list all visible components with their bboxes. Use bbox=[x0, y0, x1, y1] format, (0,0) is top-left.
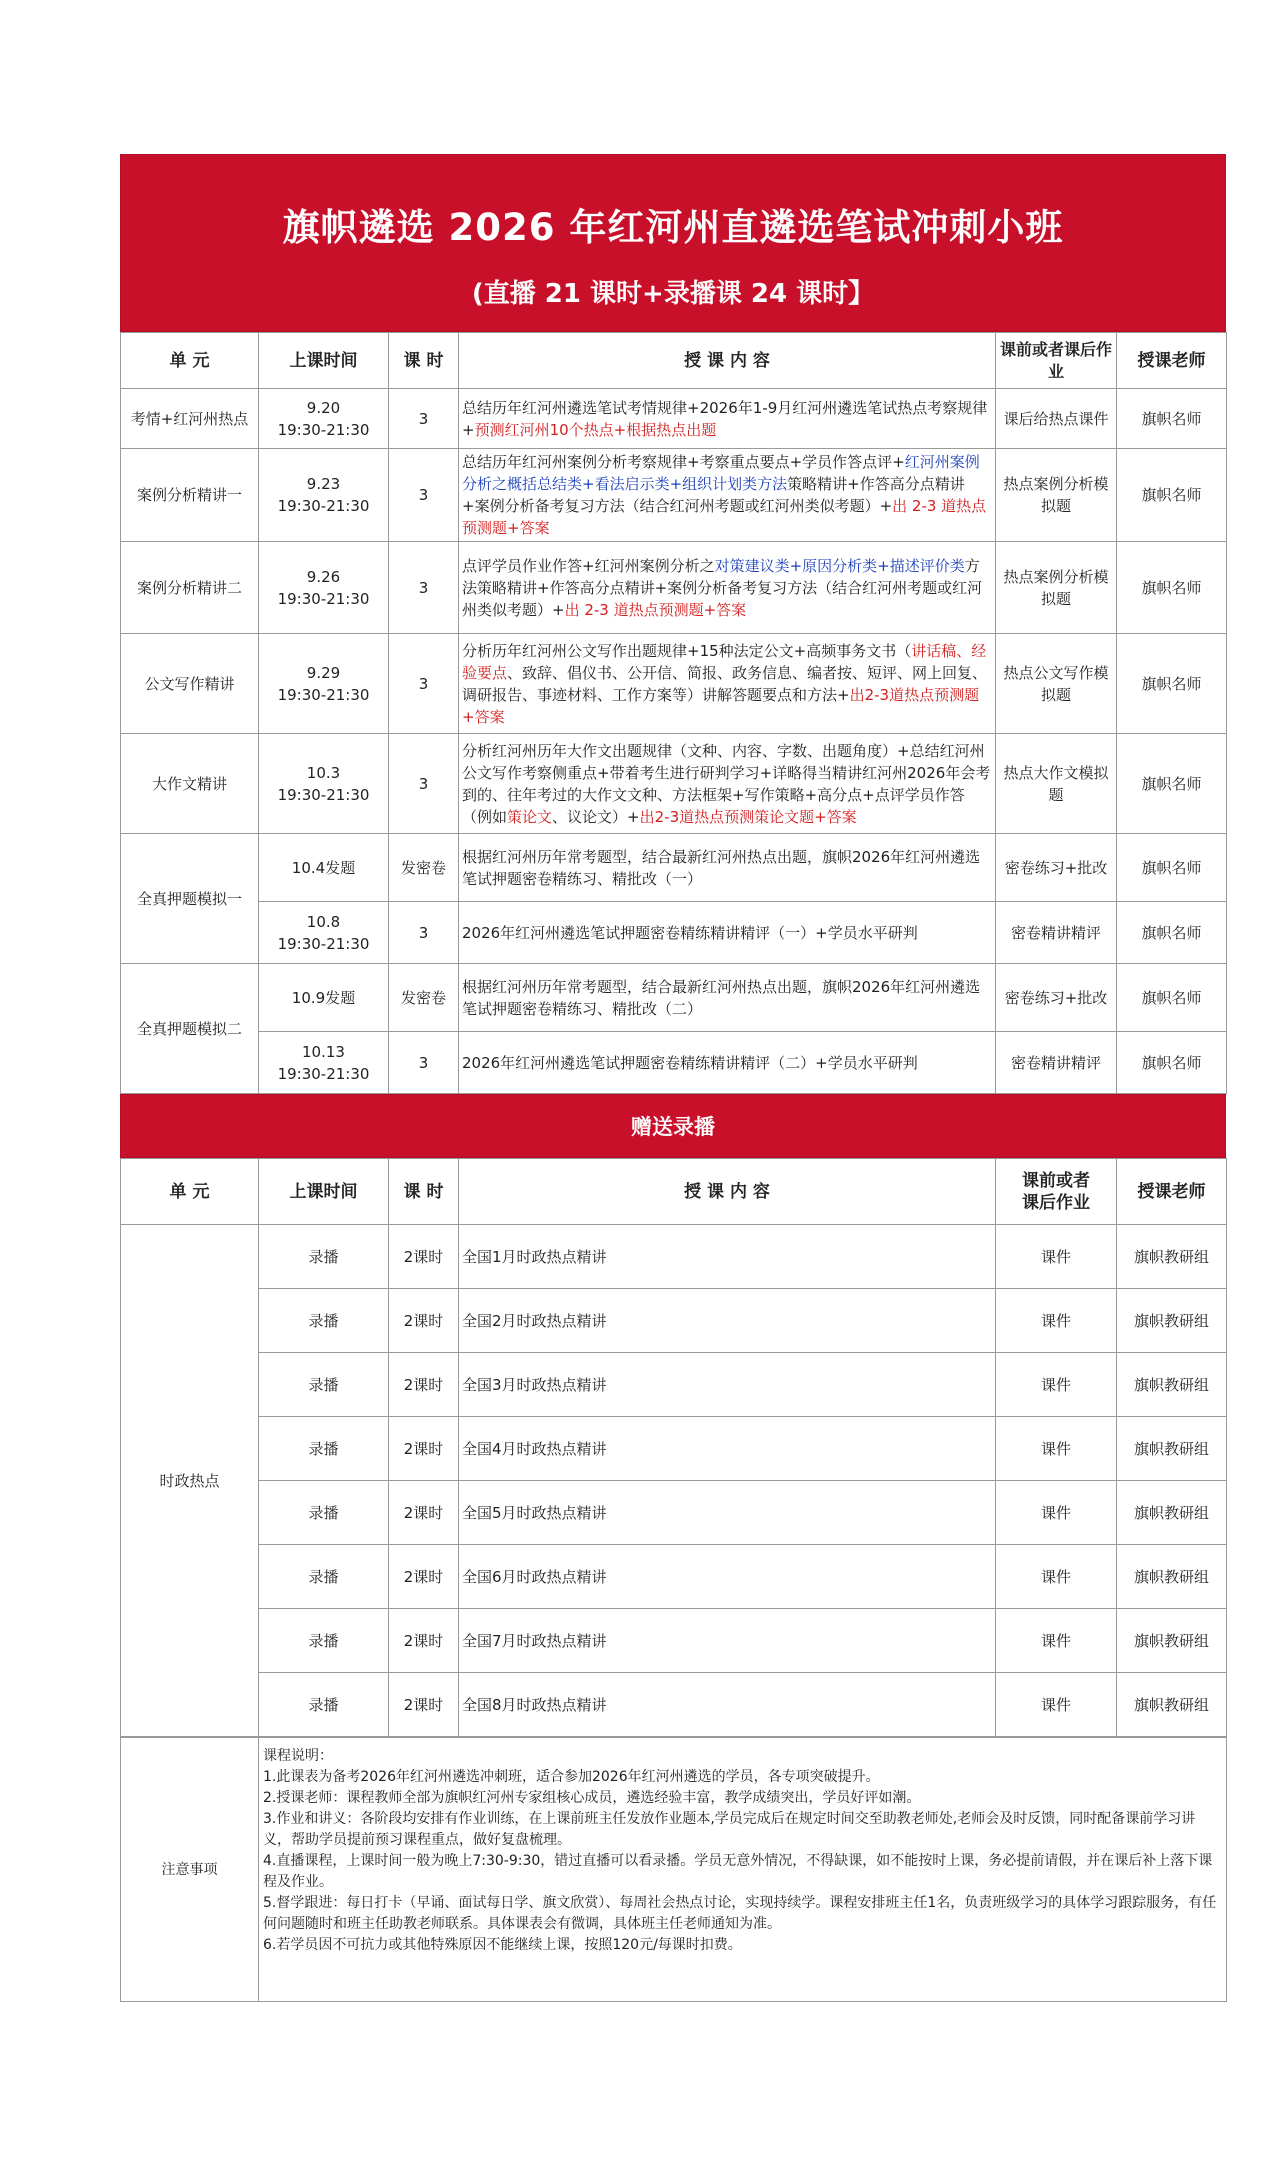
content-segment: 、议论文）+ bbox=[552, 807, 640, 826]
hours-cell: 2课时 bbox=[389, 1225, 459, 1289]
hours-cell: 2课时 bbox=[389, 1545, 459, 1609]
title-banner bbox=[120, 154, 1226, 332]
table-row bbox=[121, 1289, 1227, 1353]
live-course-table bbox=[120, 332, 1227, 1094]
homework-cell: 课件 bbox=[996, 1481, 1117, 1545]
hours-cell: 2课时 bbox=[389, 1417, 459, 1481]
table-row bbox=[121, 1545, 1227, 1609]
class-date: 9.26 bbox=[306, 567, 341, 586]
class-date: 10.3 bbox=[306, 763, 341, 782]
table-row bbox=[121, 1417, 1227, 1481]
content-segment: 对策建议类+原因分析类+描述评价类 bbox=[714, 556, 965, 575]
content-segment: 出2-3道热点预测策论文题+答案 bbox=[639, 807, 857, 826]
class-hours-range: 19:30-21:30 bbox=[277, 497, 370, 515]
notes-label: 注意事项 bbox=[121, 1738, 259, 2002]
table-row bbox=[121, 902, 1227, 964]
teacher-cell: 旗帜教研组 bbox=[1117, 1609, 1227, 1673]
homework-cell: 热点大作文模拟题 bbox=[996, 734, 1117, 834]
content-cell: 全国3月时政热点精讲 bbox=[459, 1353, 996, 1417]
hours-cell: 3 bbox=[389, 1032, 459, 1094]
header-homework-line1: 课前或者 bbox=[1022, 1170, 1090, 1191]
header-homework-line2: 课后作业 bbox=[1022, 1192, 1090, 1213]
homework-cell: 密卷精讲精评 bbox=[996, 1032, 1117, 1094]
class-time-cell bbox=[259, 834, 389, 902]
content-segment: 策论文 bbox=[507, 807, 553, 826]
note-line: 4.直播课程，上课时间一般为晚上7:30-9:30，错过直播可以看录播。学员无意外情况，不得缺课，如不能按时上课，务必提前请假，并在课后补上落下课程及作业。 bbox=[263, 1853, 1213, 1890]
homework-cell: 密卷精讲精评 bbox=[996, 902, 1117, 964]
notes-content bbox=[259, 1738, 1227, 2002]
teacher-cell: 旗帜名师 bbox=[1117, 1032, 1227, 1094]
header-homework bbox=[996, 1159, 1117, 1225]
table-row bbox=[121, 389, 1227, 449]
hours-cell: 2课时 bbox=[389, 1353, 459, 1417]
unit-cell: 全真押题模拟一 bbox=[121, 834, 259, 964]
table-row bbox=[121, 1225, 1227, 1289]
class-time-cell: 录播 bbox=[259, 1225, 389, 1289]
content-cell bbox=[459, 389, 996, 449]
homework-cell: 课件 bbox=[996, 1225, 1117, 1289]
header-content: 授 课 内 容 bbox=[459, 1159, 996, 1225]
homework-cell: 密卷练习+批改 bbox=[996, 964, 1117, 1032]
header-time: 上课时间 bbox=[259, 333, 389, 389]
hours-cell: 3 bbox=[389, 734, 459, 834]
content-segment: 点评学员作业作答+红河州案例分析之 bbox=[462, 556, 715, 575]
teacher-cell: 旗帜名师 bbox=[1117, 542, 1227, 634]
unit-cell: 全真押题模拟二 bbox=[121, 964, 259, 1094]
table-row bbox=[121, 734, 1227, 834]
note-line: 课程说明： bbox=[263, 1748, 333, 1764]
class-hours-range: 19:30-21:30 bbox=[277, 420, 370, 439]
content-segment: 、致辞、倡仪书、公开信、简报、政务信息、编者按、短评、网上回复、调研报告、事迹材料、工作方案等）讲解答题要点和方法+ bbox=[462, 663, 988, 704]
course-schedule-sheet bbox=[120, 154, 1226, 2002]
class-date: 10.8 bbox=[306, 912, 341, 931]
content-segment: 策略精讲+作答高分点精讲+案例分析备考复习方法（结合红河州考题或红河州类似考题）+ bbox=[462, 475, 965, 515]
content-cell bbox=[459, 734, 996, 834]
class-time-cell: 录播 bbox=[259, 1417, 389, 1481]
content-cell: 全国2月时政热点精讲 bbox=[459, 1289, 996, 1353]
hours-cell: 3 bbox=[389, 449, 459, 542]
class-hours-range: 19:30-21:30 bbox=[277, 685, 370, 704]
hours-cell: 2课时 bbox=[389, 1289, 459, 1353]
note-line: 6.若学员因不可抗力或其他特殊原因不能继续上课，按照120元/每课时扣费。 bbox=[263, 1937, 742, 1953]
teacher-cell: 旗帜名师 bbox=[1117, 902, 1227, 964]
teacher-cell: 旗帜教研组 bbox=[1117, 1225, 1227, 1289]
teacher-cell: 旗帜名师 bbox=[1117, 389, 1227, 449]
class-time-cell: 录播 bbox=[259, 1481, 389, 1545]
content-segment: 出2-3道热点预测题+答案 bbox=[462, 685, 980, 726]
class-date: 9.23 bbox=[306, 475, 341, 493]
content-segment: 分析红河州历年大作文出题规律（文种、内容、字数、出题角度）+总结红河州公文写作考察侧重点+带着考生进行研判学习+详略得当精讲红河州2026年会考到的、往年考过的大作文文种、方法框架+写作策略+高分点+点评学员作答（例如 bbox=[462, 741, 991, 826]
homework-cell: 热点案例分析模拟题 bbox=[996, 542, 1117, 634]
homework-cell: 热点案例分析模拟题 bbox=[996, 449, 1117, 542]
content-segment: 分析历年红河州公文写作出题规律+15种法定公文+高频事务文书（ bbox=[462, 641, 912, 660]
content-cell: 全国7月时政热点精讲 bbox=[459, 1609, 996, 1673]
class-time-cell bbox=[259, 1032, 389, 1094]
recorded-rows bbox=[121, 1225, 1227, 1737]
note-line: 1.此课表为备考2026年红河州遴选冲刺班，适合参加2026年红河州遴选的学员，各专项突破提升。 bbox=[263, 1769, 880, 1785]
class-time-cell bbox=[259, 542, 389, 634]
content-cell: 根据红河州历年常考题型，结合最新红河州热点出题，旗帜2026年红河州遴选笔试押题密卷精练习、精批改（一） bbox=[459, 834, 996, 902]
unit-cell: 时政热点 bbox=[121, 1225, 259, 1737]
content-segment: 红河州案例分析之概括总结类+看法启示类+组织计划类方法 bbox=[462, 453, 980, 493]
table-row bbox=[121, 449, 1227, 542]
teacher-cell: 旗帜教研组 bbox=[1117, 1481, 1227, 1545]
content-segment: 出 2-3 道热点预测题+答案 bbox=[564, 600, 747, 619]
content-segment: 总结历年红河州遴选笔试考情规律+2026年1-9月红河州遴选笔试热点考察规律+ bbox=[462, 398, 988, 439]
note-line: 2.授课老师：课程教师全部为旗帜红河州专家组核心成员，遴选经验丰富，教学成绩突出，学员好评如潮。 bbox=[263, 1790, 921, 1806]
table-row bbox=[121, 1673, 1227, 1737]
live-rows bbox=[121, 389, 1227, 834]
table-header-row-2 bbox=[121, 1159, 1227, 1225]
class-hours-range: 19:30-21:30 bbox=[277, 785, 370, 804]
hours-cell: 发密卷 bbox=[389, 964, 459, 1032]
table-row bbox=[121, 964, 1227, 1032]
homework-cell: 课件 bbox=[996, 1609, 1117, 1673]
recorded-course-table bbox=[120, 1158, 1227, 1737]
content-cell: 2026年红河州遴选笔试押题密卷精练精讲精评（一）+学员水平研判 bbox=[459, 902, 996, 964]
homework-cell: 课件 bbox=[996, 1545, 1117, 1609]
teacher-cell: 旗帜名师 bbox=[1117, 834, 1227, 902]
class-time-cell bbox=[259, 902, 389, 964]
homework-cell: 密卷练习+批改 bbox=[996, 834, 1117, 902]
class-time-cell bbox=[259, 634, 389, 734]
teacher-cell: 旗帜教研组 bbox=[1117, 1353, 1227, 1417]
notes-table bbox=[120, 1737, 1227, 2002]
teacher-cell: 旗帜教研组 bbox=[1117, 1289, 1227, 1353]
class-time-cell bbox=[259, 449, 389, 542]
table-row bbox=[121, 1481, 1227, 1545]
unit-cell: 考情+红河州热点 bbox=[121, 389, 259, 449]
class-date: 10.9发题 bbox=[291, 988, 356, 1007]
teacher-cell: 旗帜名师 bbox=[1117, 734, 1227, 834]
teacher-cell: 旗帜教研组 bbox=[1117, 1673, 1227, 1737]
content-cell: 全国5月时政热点精讲 bbox=[459, 1481, 996, 1545]
unit-cell: 案例分析精讲一 bbox=[121, 449, 259, 542]
homework-cell: 热点公文写作模拟题 bbox=[996, 634, 1117, 734]
class-time-cell: 录播 bbox=[259, 1545, 389, 1609]
header-hours: 课 时 bbox=[389, 333, 459, 389]
teacher-cell: 旗帜教研组 bbox=[1117, 1417, 1227, 1481]
hours-cell: 2课时 bbox=[389, 1609, 459, 1673]
table-row bbox=[121, 1353, 1227, 1417]
homework-cell: 课件 bbox=[996, 1673, 1117, 1737]
schedule-subtitle: (直播 21 课时+录播课 24 课时】 bbox=[471, 279, 875, 309]
homework-cell: 课件 bbox=[996, 1289, 1117, 1353]
content-cell: 全国6月时政热点精讲 bbox=[459, 1545, 996, 1609]
hours-cell: 3 bbox=[389, 389, 459, 449]
class-time-cell: 录播 bbox=[259, 1289, 389, 1353]
teacher-cell: 旗帜名师 bbox=[1117, 964, 1227, 1032]
table-row bbox=[121, 834, 1227, 902]
unit-cell: 公文写作精讲 bbox=[121, 634, 259, 734]
content-cell: 全国1月时政热点精讲 bbox=[459, 1225, 996, 1289]
class-hours-range: 19:30-21:30 bbox=[277, 934, 370, 953]
hours-cell: 3 bbox=[389, 902, 459, 964]
header-content: 授 课 内 容 bbox=[459, 333, 996, 389]
header-unit: 单 元 bbox=[121, 1159, 259, 1225]
class-hours-range: 19:30-21:30 bbox=[277, 1064, 370, 1083]
schedule-title: 旗帜遴选 2026 年红河州直遴选笔试冲刺小班 bbox=[282, 206, 1064, 249]
teacher-cell: 旗帜名师 bbox=[1117, 449, 1227, 542]
class-time-cell: 录播 bbox=[259, 1609, 389, 1673]
hours-cell: 2课时 bbox=[389, 1673, 459, 1737]
class-time-cell bbox=[259, 734, 389, 834]
note-line: 5.督学跟进：每日打卡（早诵、面试每日学、旗文欣赏）、每周社会热点讨论，实现持续学。课程安排班主任1名，负责班级学习的具体学习跟踪服务，有任何问题随时和班主任助教老师联系。具体课表会有微调，具体班主任老师通知为准。 bbox=[263, 1895, 1217, 1932]
class-date: 10.4发题 bbox=[291, 858, 356, 877]
teacher-cell: 旗帜名师 bbox=[1117, 634, 1227, 734]
mock-rows bbox=[121, 834, 1227, 1094]
class-date: 9.20 bbox=[306, 398, 341, 417]
content-segment: 出 2-3 道热点预测题+答案 bbox=[462, 497, 987, 537]
gift-recorded-banner: 赠送录播 bbox=[120, 1094, 1226, 1158]
homework-cell: 课后给热点课件 bbox=[996, 389, 1117, 449]
class-time-cell bbox=[259, 389, 389, 449]
table-row bbox=[121, 634, 1227, 734]
content-cell bbox=[459, 449, 996, 542]
note-line: 3.作业和讲义：各阶段均安排有作业训练，在上课前班主任发放作业题本,学员完成后在规定时间交至助教老师处,老师会及时反馈，同时配备课前学习讲义，帮助学员提前预习课程重点，做好复盘梳理。 bbox=[263, 1811, 1196, 1848]
header-teacher: 授课老师 bbox=[1117, 333, 1227, 389]
content-segment: 讲话稿、经验要点 bbox=[462, 641, 987, 682]
hours-cell: 3 bbox=[389, 634, 459, 734]
content-cell: 根据红河州历年常考题型，结合最新红河州热点出题，旗帜2026年红河州遴选笔试押题密卷精练习、精批改（二） bbox=[459, 964, 996, 1032]
content-cell: 全国8月时政热点精讲 bbox=[459, 1673, 996, 1737]
header-homework: 课前或者课后作业 bbox=[996, 333, 1117, 389]
class-date: 9.29 bbox=[306, 663, 341, 682]
content-segment: 方法策略精讲+作答高分点精讲+案例分析备考复习方法（结合红河州考题或红河州类似考题）+ bbox=[462, 556, 983, 619]
homework-cell: 课件 bbox=[996, 1353, 1117, 1417]
hours-cell: 2课时 bbox=[389, 1481, 459, 1545]
unit-cell: 大作文精讲 bbox=[121, 734, 259, 834]
content-cell bbox=[459, 634, 996, 734]
class-hours-range: 19:30-21:30 bbox=[277, 589, 370, 608]
notes-row bbox=[121, 1738, 1227, 2002]
class-date: 10.13 bbox=[302, 1042, 345, 1061]
content-segment: 总结历年红河州案例分析考察规律+考察重点要点+学员作答点评+ bbox=[462, 453, 905, 471]
content-segment: 预测红河州10个热点+根据热点出题 bbox=[474, 420, 717, 439]
class-time-cell: 录播 bbox=[259, 1353, 389, 1417]
header-time: 上课时间 bbox=[259, 1159, 389, 1225]
header-unit: 单 元 bbox=[121, 333, 259, 389]
table-header-row bbox=[121, 333, 1227, 389]
hours-cell: 3 bbox=[389, 542, 459, 634]
content-cell: 全国4月时政热点精讲 bbox=[459, 1417, 996, 1481]
table-row bbox=[121, 1032, 1227, 1094]
class-time-cell bbox=[259, 964, 389, 1032]
unit-cell: 案例分析精讲二 bbox=[121, 542, 259, 634]
table-row bbox=[121, 1609, 1227, 1673]
class-time-cell: 录播 bbox=[259, 1673, 389, 1737]
content-cell bbox=[459, 542, 996, 634]
table-row bbox=[121, 542, 1227, 634]
hours-cell: 发密卷 bbox=[389, 834, 459, 902]
teacher-cell: 旗帜教研组 bbox=[1117, 1545, 1227, 1609]
content-cell: 2026年红河州遴选笔试押题密卷精练精讲精评（二）+学员水平研判 bbox=[459, 1032, 996, 1094]
header-hours: 课 时 bbox=[389, 1159, 459, 1225]
homework-cell: 课件 bbox=[996, 1417, 1117, 1481]
header-teacher: 授课老师 bbox=[1117, 1159, 1227, 1225]
